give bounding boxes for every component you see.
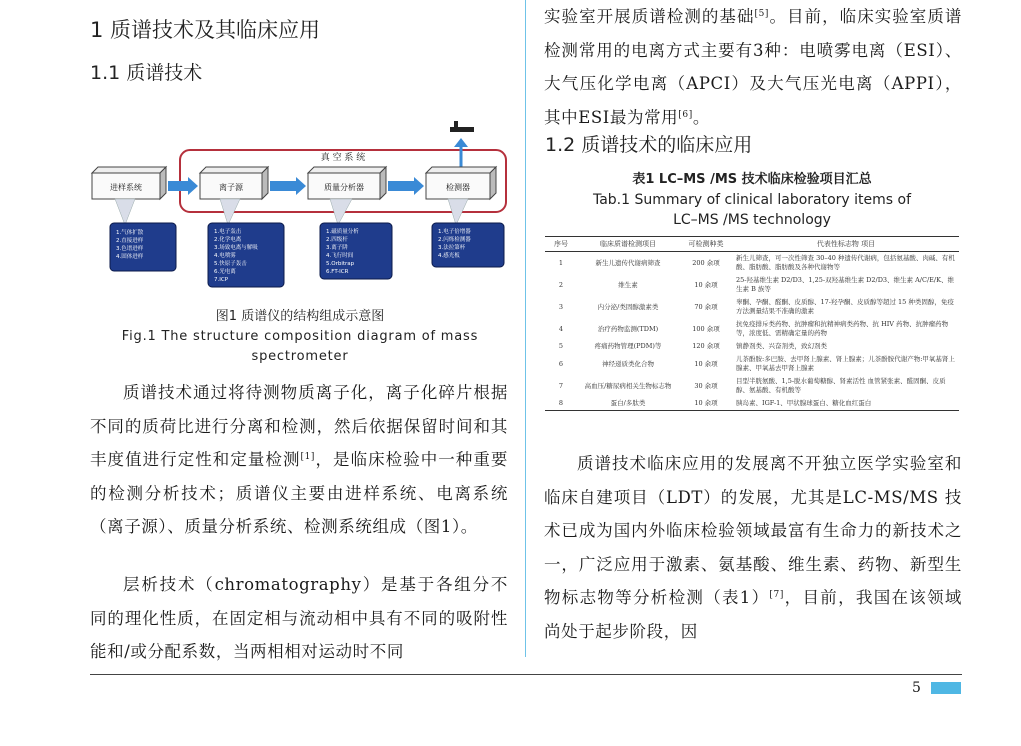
svg-text:2.闪烁检测器: 2.闪烁检测器 <box>438 237 471 243</box>
svg-text:4.感光板: 4.感光板 <box>438 253 460 259</box>
table-title-en-1: Tab.1 Summary of clinical laboratory items of <box>592 192 912 208</box>
svg-text:质量分析器: 质量分析器 <box>324 183 364 192</box>
svg-text:5.Orbitrap: 5.Orbitrap <box>326 261 355 267</box>
svg-text:2.四级杆: 2.四级杆 <box>326 237 348 243</box>
subsection-title-1-2: 1.2 质谱技术的临床应用 <box>545 134 753 156</box>
svg-text:3.场致电离与解吸: 3.场致电离与解吸 <box>214 245 258 251</box>
table-row: 1 新生儿遗传代谢病筛查 200 余项 新生儿筛查，可一次性筛查 30–40 种遗传代谢病，包括氨基酸、肉碱、有机酸、脂肪酸、脂肪酸及各种代谢物等 <box>558 254 955 271</box>
page-number-accent-bar <box>931 682 961 694</box>
figure-caption <box>90 307 510 367</box>
svg-text:1.电子倍增器: 1.电子倍增器 <box>438 229 471 235</box>
table-caption <box>545 170 959 230</box>
table-row: 6 神经递质类化合物 10 余项 儿茶酚胺:多巴胺、去甲肾上腺素、肾上腺素；儿茶酚胺代谢产物:甲氧基肾上腺素、甲氧基去甲肾上腺素 <box>558 355 955 372</box>
citation-1[interactable]: [1] <box>300 452 316 462</box>
footer-rule <box>90 674 962 675</box>
col-header-count: 可检测种类 <box>679 237 733 252</box>
citation-7[interactable]: [7] <box>769 590 784 600</box>
table-row: 3 内分泌/类固醇激素类 70 余项 睾酮、孕酮、醛酮、皮质醇、17-羟孕酮、皮质醇等超过 15 种类固醇，免疫方法测量结果不准确的激素 <box>558 298 954 315</box>
paragraph-chromatography: 层析技术（chromatography）是基于各组分不同的理化性质，在固定相与流动相中具有不同的吸附性能和/或分配系数，当两相相对运动时不同 <box>90 575 508 661</box>
svg-text:6.光电离: 6.光电离 <box>214 269 236 275</box>
svg-text:3.色谱进样: 3.色谱进样 <box>116 246 144 252</box>
citation-6[interactable]: [6] <box>678 109 693 120</box>
svg-text:2.化学电离: 2.化学电离 <box>214 237 242 243</box>
svg-text:离子源: 离子源 <box>219 183 243 192</box>
svg-text:3.离子阱: 3.离子阱 <box>326 245 348 251</box>
paragraph-mass-spec-intro: 质谱技术通过将待测物质离子化，离子化碎片根据不同的质荷比进行分离和检测，然后依据保留时间和其丰度值进行定性和定量检测[1]，是临床检验中一种重要的检测分析技术；质谱仪主要由进样系统、电离系统（离子源）、质量分析系统、检测系统组成（图1）。 <box>90 383 508 536</box>
svg-text:7.ICP: 7.ICP <box>214 277 229 283</box>
subsection-title-1-1: 1.1 质谱技术 <box>90 62 203 84</box>
vacuum-label: 真 空 系 统 <box>320 153 366 163</box>
svg-text:6.FT-ICR: 6.FT-ICR <box>326 269 349 275</box>
col-header-item: 临床质谱检测项目 <box>577 237 679 252</box>
section-title: 1 质谱技术及其临床应用 <box>90 18 321 42</box>
svg-text:1.气体扩散: 1.气体扩散 <box>116 230 144 236</box>
table-row: 8 蛋白/多肽类 10 余项 胰岛素、IGF-1、甲状腺球蛋白、糖化血红蛋白 <box>545 397 959 411</box>
mass-spectrometer-diagram <box>90 95 510 305</box>
box-detector <box>426 167 496 199</box>
svg-text:4.固体进样: 4.固体进样 <box>116 254 144 260</box>
svg-text:1.磁质量分析: 1.磁质量分析 <box>326 229 359 235</box>
figure-caption-en: Fig.1 The structure composition diagram of mass spectrometer <box>121 329 479 364</box>
paragraph-clinical-application: 质谱技术临床应用的发展离不开独立医学实验室和临床自建项目（LDT）的发展，尤其是LC-MS/MS 技术已成为国内外临床检验领域最富有生命力的新技术之一，广泛应用于激素、氨基酸、维生素、药物、新型生物标志物等分析检测（表1）[7]，目前，我国在该领域尚处于起步阶段，因 <box>544 454 962 641</box>
table-row: 4 治疗药物监测(TDM) 100 余项 抗免疫排斥类药物、抗肿瘤和抗精神病类药物、抗 HIV 药物、抗肿瘤药物等，浓度低、需精确定量的药物 <box>558 320 949 337</box>
box-ion-source <box>200 167 268 199</box>
svg-text:5.快原子轰击: 5.快原子轰击 <box>214 261 247 267</box>
page-number: 5 <box>912 680 921 696</box>
computer-icon <box>445 95 474 132</box>
svg-text:2.直接进样: 2.直接进样 <box>116 238 144 244</box>
table-row: 2 维生素 10 余项 25-羟基维生素 D2/D3、1,25-双羟基维生素 D2/D3、维生素 A/C/E/K、维生素 B 族等 <box>558 276 954 293</box>
clinical-items-table <box>545 236 959 411</box>
table-row: 7 高血压/糖尿病相关生物标志物 30 余项 目型半胱氨酸、1,5-脱水葡萄糖醇、肾素活性 血管紧张素、醛固酮、皮质醇、氨基酸、有机酸等 <box>558 377 946 394</box>
col-header-index: 序号 <box>545 237 577 252</box>
paragraph-ionization: 实验室开展质谱检测的基础[5]。目前，临床实验室质谱检测常用的电离方式主要有3种：电喷雾电离（ESI）、大气压化学电离（APCI）及大气压光电离（APPI），其中ESI最为常用[6]。 <box>544 7 962 127</box>
table-row: 5 疼痛药物管理(PDM)等 120 余项 镇静剂类、兴奋剂类，致幻剂类 <box>558 342 827 350</box>
box-mass-analyzer <box>308 167 386 199</box>
col-header-markers: 代表性标志物 项目 <box>733 237 959 252</box>
svg-text:4.电喷雾: 4.电喷雾 <box>214 253 236 259</box>
citation-5[interactable]: [5] <box>754 9 770 19</box>
svg-text:检测器: 检测器 <box>446 183 470 192</box>
box-injection <box>92 167 166 199</box>
column-divider <box>525 0 526 657</box>
table-title-zh: 表1 LC–MS /MS 技术临床检验项目汇总 <box>632 172 872 187</box>
figure-caption-zh: 图1 质谱仪的结构组成示意图 <box>215 309 385 324</box>
svg-text:3.法拉第杯: 3.法拉第杯 <box>438 245 466 251</box>
svg-text:1.电子轰击: 1.电子轰击 <box>214 229 242 235</box>
svg-text:4.飞行时间: 4.飞行时间 <box>326 253 354 259</box>
table-title-en-2: LC–MS /MS technology <box>673 212 831 228</box>
table-header-row <box>545 237 959 252</box>
svg-text:进样系统: 进样系统 <box>110 183 142 192</box>
